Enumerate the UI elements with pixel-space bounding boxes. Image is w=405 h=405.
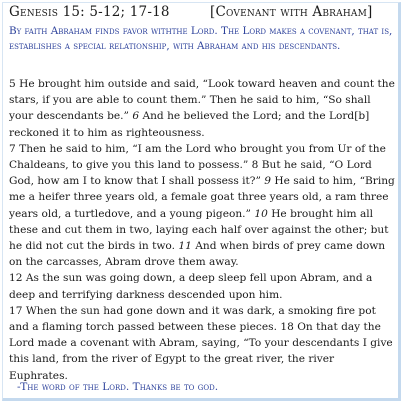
reading-reference: Genesis 15: 5-12; 17-18 <box>9 4 170 20</box>
verse-number: 7 <box>9 142 16 155</box>
verse-text: And he believed the Lord; and the Lord[b] reckoned it to him as righteousness. <box>9 110 370 139</box>
scripture-text <box>9 76 396 384</box>
verse-paragraph <box>9 141 396 271</box>
verse-number: 5 <box>9 78 16 90</box>
verse-text: And when birds of prey came down on the carcasses, Abram drove them away. <box>9 240 386 269</box>
reading-summary: By faith Abraham finds favor withthe Lord. The Lord makes a covenant, that is, establishes a special relationship, with Abraham and his descendants. <box>9 25 393 52</box>
verse-paragraph <box>9 270 396 302</box>
verse-text: He said to him, “Bring me a heifer three years old, a female goat three years old, a ram three years old, a turtledove, and a young pigeon.” <box>9 175 395 220</box>
reading-theme-label: [Covenant with Abraham] <box>210 4 373 20</box>
verse-number: 17 <box>9 304 23 317</box>
verse-number: 8 <box>251 159 259 172</box>
verse-number: 18 <box>280 321 294 334</box>
verse-paragraph <box>9 76 396 141</box>
verse-text: As the sun was going down, a deep sleep fell upon Abram, and a deep and terrifying darkness descended upon him. <box>9 272 373 301</box>
reading-response: -The word of the Lord. Thanks be to god. <box>17 381 219 393</box>
verse-number: 12 <box>9 272 23 285</box>
verse-text: He brought him all these and cut them in two, laying each half over against the other; but he did not cut the birds in two. <box>9 207 389 253</box>
verse-text: He brought him outside and said, “Look toward heaven and count the stars, if you are able to count them.” Then he said to him, “So shall your descendants be.” <box>9 78 395 123</box>
verse-number: 9 <box>264 175 272 188</box>
verse-text: When the sun had gone down and it was dark, a smoking fire pot and a flaming torch passed between these pieces. <box>9 304 376 334</box>
verse-text: But he said, “O Lord God, how am I to know that I shall possess it?” <box>9 159 372 188</box>
reading-card <box>2 2 401 401</box>
verse-number: 6 <box>132 110 140 123</box>
verse-number: 10 <box>254 207 268 220</box>
verse-text: On that day the Lord made a covenant with Abram, saying, “To your descendants I give this land, from the river of Egypt to the great river, the river Euphrates. <box>9 321 393 382</box>
verse-paragraph <box>9 303 396 384</box>
verse-text: Then he said to him, “I am the Lord who brought you from Ur of the Chaldeans, to give you this land to possess.” <box>9 142 386 172</box>
verse-number: 11 <box>178 240 192 253</box>
